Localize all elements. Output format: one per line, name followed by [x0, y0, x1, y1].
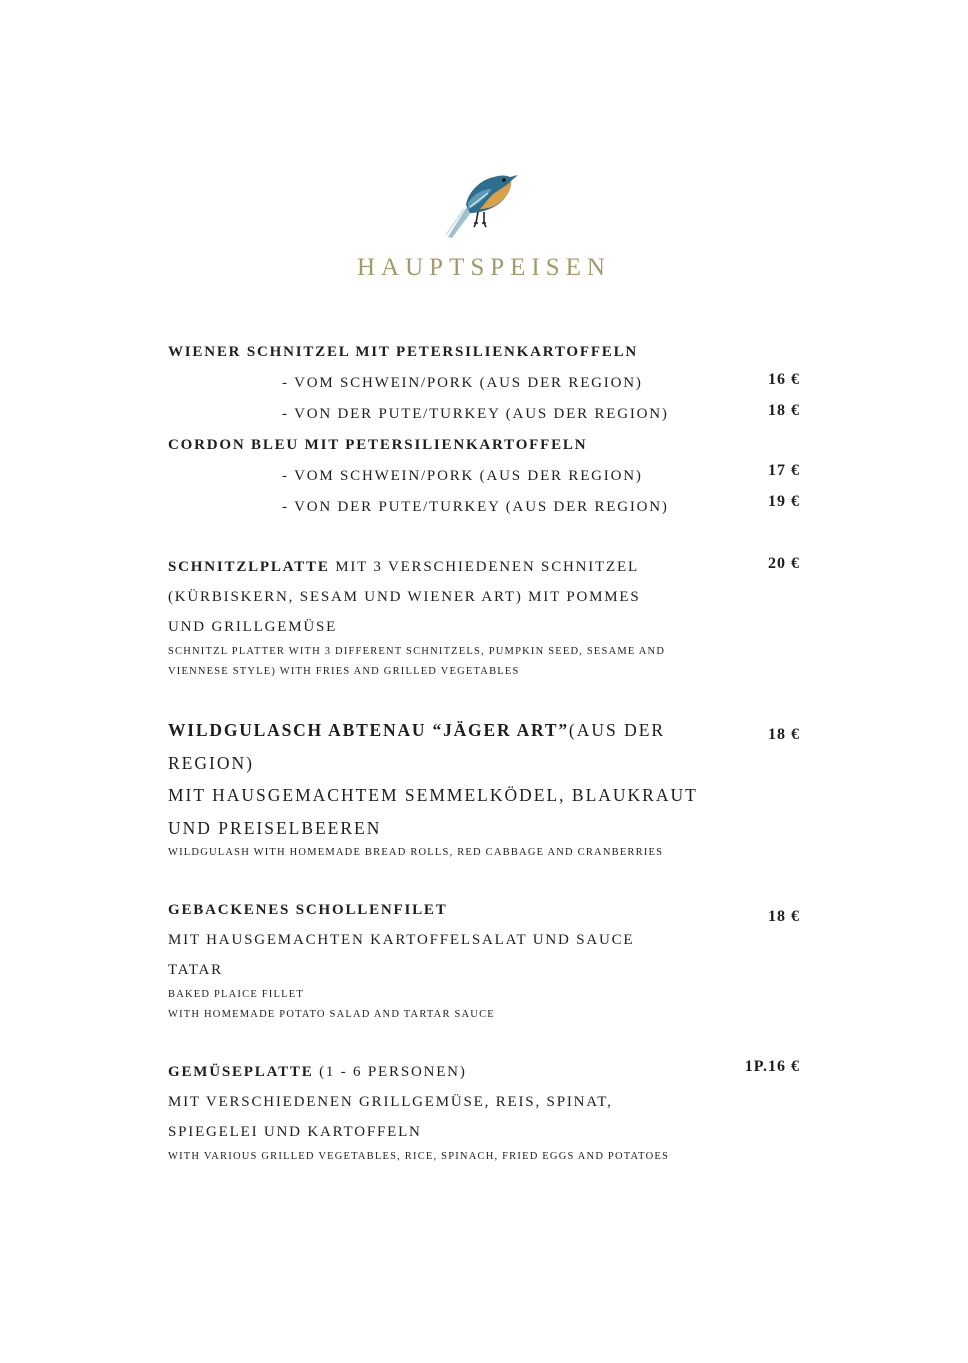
dish-title: CORDON BLEU MIT PETERSILIENKARTOFFELN — [168, 437, 588, 453]
option-label: - VOM SCHWEIN/PORK (AUS DER REGION) — [282, 375, 643, 391]
item-name: WILDGULASCH ABTENAU “JÄGER ART” — [168, 720, 569, 740]
item-name: GEBACKENES SCHOLLENFILET — [168, 902, 448, 918]
item-price: 1P.16 € — [744, 1058, 800, 1075]
schnitzel-option-turkey — [168, 398, 808, 429]
item-english: VIENNESE STYLE) WITH FRIES AND GRILLED VEGETABLES — [168, 666, 520, 677]
cordon-option-turkey — [168, 491, 808, 522]
option-label: - VOM SCHWEIN/PORK (AUS DER REGION) — [282, 468, 643, 484]
item-english: WITH VARIOUS GRILLED VEGETABLES, RICE, SPINACH, FRIED EGGS AND POTATOES — [168, 1151, 670, 1162]
page-title: HAUPTSPEISEN — [357, 254, 611, 281]
menu-list — [168, 336, 808, 1167]
item-english: SCHNITZL PLATTER WITH 3 DIFFERENT SCHNITZELS, PUMPKIN SEED, SESAME AND — [168, 646, 666, 657]
schnitzlplatte-item — [168, 552, 808, 682]
schnitzel-option-pork — [168, 367, 808, 398]
bird-logo-icon — [438, 165, 522, 245]
item-english: BAKED PLAICE FILLET — [168, 989, 304, 1000]
item-description: WILDGULASCH ABTENAU “JÄGER ART”(AUS DER — [168, 720, 666, 740]
wildgulasch-item — [168, 714, 808, 863]
option-price: 18 € — [768, 402, 800, 419]
schollenfilet-item — [168, 895, 808, 1025]
item-description: TATAR — [168, 962, 223, 978]
option-label: - VON DER PUTE/TURKEY (AUS DER REGION) — [282, 499, 669, 515]
item-name: GEMÜSEPLATTE — [168, 1064, 314, 1080]
item-description — [168, 895, 808, 925]
item-name: SCHNITZLPLATTE — [168, 559, 330, 575]
item-price: 20 € — [768, 555, 800, 572]
item-description: UND PREISELBEEREN — [168, 817, 382, 838]
item-description: MIT HAUSGEMACHTEM SEMMELKÖDEL, BLAUKRAUT — [168, 785, 698, 805]
item-description: SPIEGELEI UND KARTOFFELN — [168, 1124, 422, 1140]
cordon-heading — [168, 429, 808, 460]
item-description: MIT HAUSGEMACHTEN KARTOFFELSALAT UND SAUCE — [168, 932, 635, 948]
item-description: MIT VERSCHIEDENEN GRILLGEMÜSE, REIS, SPINAT, — [168, 1094, 613, 1110]
option-price: 19 € — [768, 493, 800, 510]
item-description: SCHNITZLPLATTE MIT 3 VERSCHIEDENEN SCHNITZEL — [168, 559, 639, 575]
item-english: WILDGULASH WITH HOMEMADE BREAD ROLLS, RED CABBAGE AND CRANBERRIES — [168, 847, 664, 858]
dish-title: WIENER SCHNITZEL MIT PETERSILIENKARTOFFELN — [168, 344, 639, 360]
option-price: 17 € — [768, 462, 800, 479]
item-description: (KÜRBISKERN, SESAM UND WIENER ART) MIT POMMES — [168, 589, 641, 605]
option-price: 16 € — [768, 371, 800, 388]
gemueseplatte-item — [168, 1057, 808, 1167]
cordon-option-pork — [168, 460, 808, 491]
item-description: REGION) — [168, 752, 254, 773]
item-price: 18 € — [768, 908, 800, 925]
item-description: UND GRILLGEMÜSE — [168, 619, 338, 635]
item-price: 18 € — [768, 726, 800, 743]
item-english: WITH HOMEMADE POTATO SALAD AND TARTAR SAUCE — [168, 1009, 495, 1020]
option-label: - VON DER PUTE/TURKEY (AUS DER REGION) — [282, 406, 669, 422]
item-description: GEMÜSEPLATTE (1 - 6 PERSONEN) — [168, 1064, 467, 1080]
schnitzel-heading — [168, 336, 808, 367]
